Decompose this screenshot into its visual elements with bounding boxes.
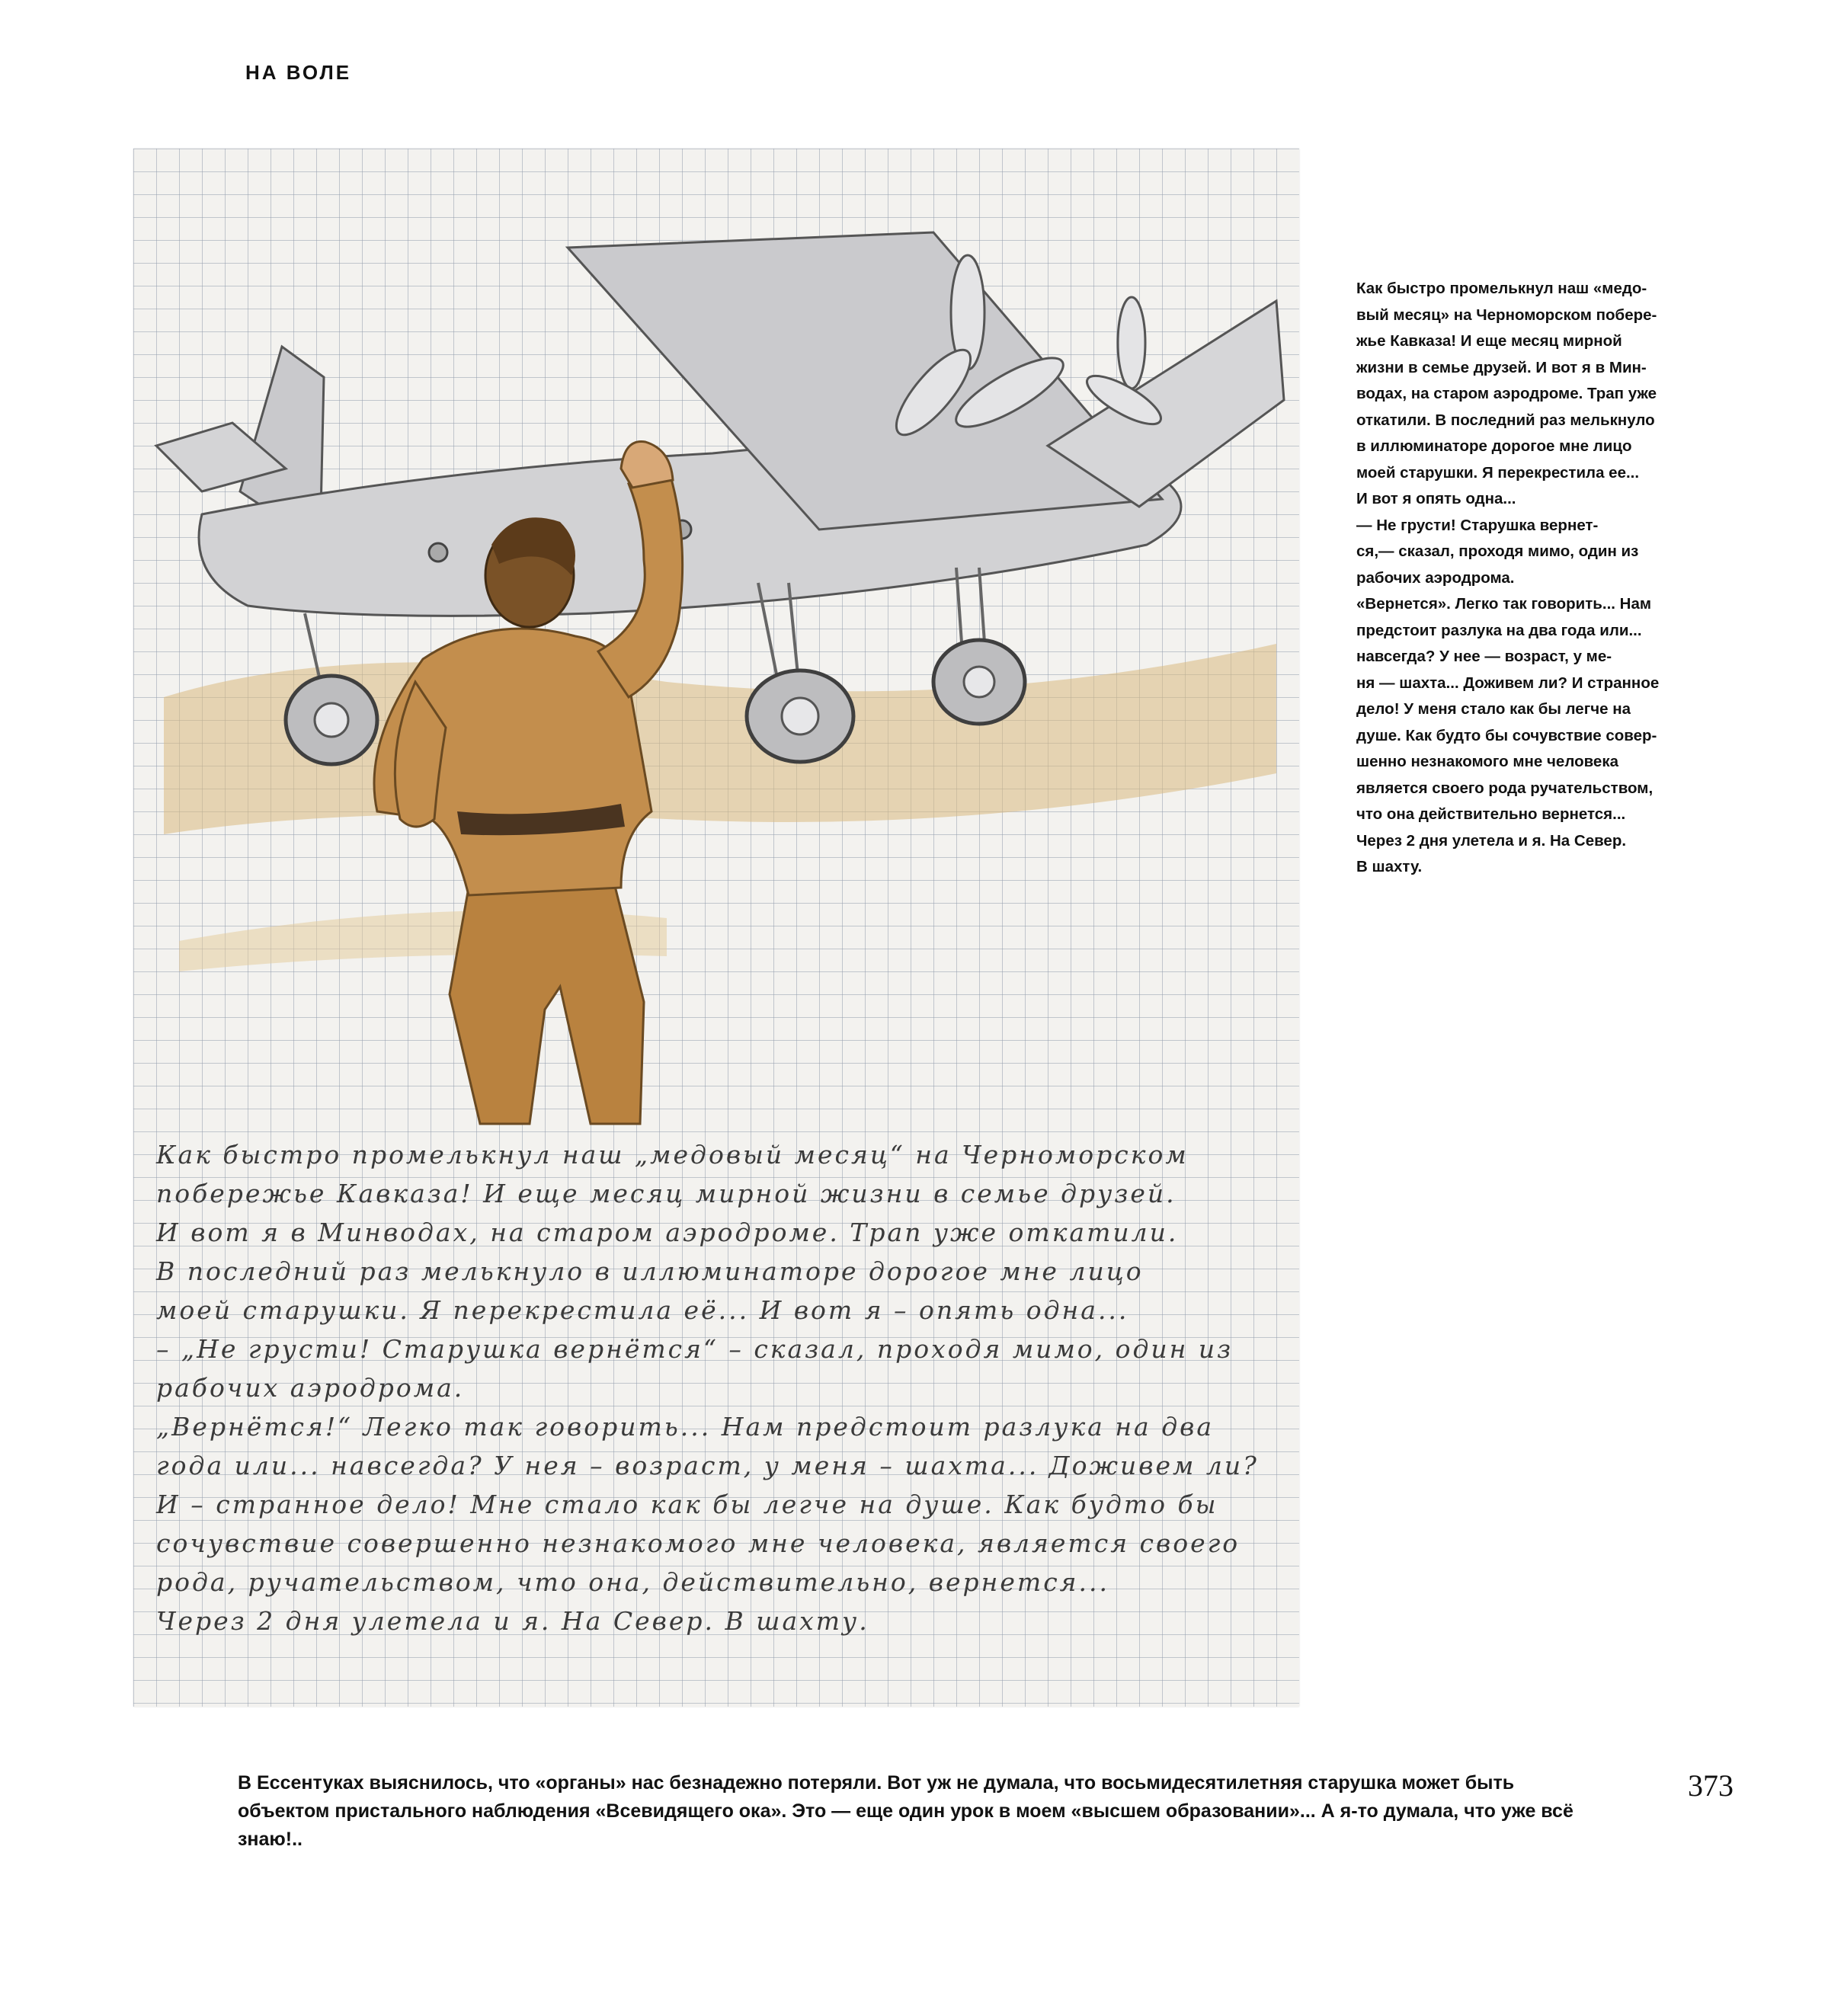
sidebar-line: жизни в семье друзей. И вот я в Мин- xyxy=(1356,358,1647,376)
sidebar-line: жье Кавказа! И еще месяц мирной xyxy=(1356,332,1622,350)
handwritten-line: рабочих аэродрома. xyxy=(156,1373,465,1403)
page-number: 373 xyxy=(1688,1768,1734,1803)
section-title: НА ВОЛЕ xyxy=(245,61,352,84)
sidebar-line: ня — шахта... Доживем ли? И странное xyxy=(1356,674,1660,692)
sidebar-line: водах, на старом аэродроме. Трап уже xyxy=(1356,385,1657,402)
handwritten-line: Через 2 дня улетела и я. На Север. В шахту. xyxy=(156,1606,869,1636)
handwritten-line: сочувствие совершенно незнакомого мне человека, является своего xyxy=(156,1528,1241,1558)
handwritten-line: В последний раз мелькнуло в иллюминаторе дорогое мне лицо xyxy=(156,1256,1144,1286)
sidebar-line: И вот я опять одна... xyxy=(1356,490,1516,507)
sidebar-line: навсегда? У нее — возраст, у ме- xyxy=(1356,648,1612,665)
sidebar-line: что она действительно вернется... xyxy=(1356,805,1626,823)
handwritten-line: года или... навсегда? У нея – возраст, у меня – шахта... Доживем ли? xyxy=(156,1451,1259,1480)
sidebar-line: дело! У меня стало как бы легче на xyxy=(1356,700,1631,718)
sidebar-line: является своего рода ручательством, xyxy=(1356,779,1654,797)
handwritten-line: Как быстро промелькнул наш „медовый месяц“ на Черноморском xyxy=(156,1140,1189,1170)
sidebar-line: моей старушки. Я перекрестила ее... xyxy=(1356,463,1640,482)
sidebar-line: предстоит разлука на два года или... xyxy=(1356,621,1642,639)
sidebar-line: «Вернется». Легко так говорить... Нам xyxy=(1356,595,1652,613)
handwritten-line: моей старушки. Я перекрестила её... И вот я – опять одна... xyxy=(156,1295,1129,1325)
handwritten-line: рода, ручательством, что она, действительно, вернется... xyxy=(156,1567,1109,1597)
sidebar-line: Как быстро промелькнул наш «медо- xyxy=(1356,280,1647,297)
illustration xyxy=(133,149,1299,1707)
handwritten-line: „Вернётся!“ Легко так говорить... Нам предстоит разлука на два xyxy=(156,1412,1215,1442)
sidebar-line: В шахту. xyxy=(1356,858,1423,875)
handwritten-line: – „Не грусти! Старушка вернётся“ – сказал, проходя мимо, один из xyxy=(156,1334,1234,1364)
sidebar-line: шенно незнакомого мне человека xyxy=(1356,753,1618,770)
sidebar-line: Через 2 дня улетела и я. На Север. xyxy=(1356,831,1627,850)
handwritten-line: И вот я в Минводах, на старом аэродроме. Трап уже откатили. xyxy=(156,1218,1179,1247)
sidebar-transcription xyxy=(1356,276,1730,881)
airplane-farewell-drawing xyxy=(133,149,1299,1131)
sidebar-line: — Не грусти! Старушка вернет- xyxy=(1356,516,1599,534)
handwritten-line: побережье Кавказа! И еще месяц мирной жизни в семье друзей. xyxy=(156,1179,1177,1208)
sidebar-line: душе. Как будто бы сочувствие совер- xyxy=(1356,726,1657,744)
sidebar-line: вый месяц» на Черноморском побере- xyxy=(1356,306,1657,324)
handwritten-line: И – странное дело! Мне стало как бы легче на душе. Как будто бы xyxy=(156,1490,1218,1519)
sidebar-line: откатили. В последний раз мелькнуло xyxy=(1356,411,1655,429)
handwritten-text xyxy=(156,1135,1284,1640)
sidebar-line: рабочих аэродрома. xyxy=(1356,568,1515,587)
sidebar-line: ся,— сказал, проходя мимо, один из xyxy=(1356,542,1639,560)
caption-text: В Ессентуках выяснилось, что «органы» нас безнадежно потеряли. Вот уж не думала, что восьмидесятилетняя старушка может быть объектом пристального наблюдения «Всевидящего ока». Это — еще один урок в моем «высшем образовании»... А я-то думала, что уже всё знаю!.. xyxy=(238,1772,1573,1850)
sidebar-line: в иллюминаторе дорогое мне лицо xyxy=(1356,437,1632,455)
